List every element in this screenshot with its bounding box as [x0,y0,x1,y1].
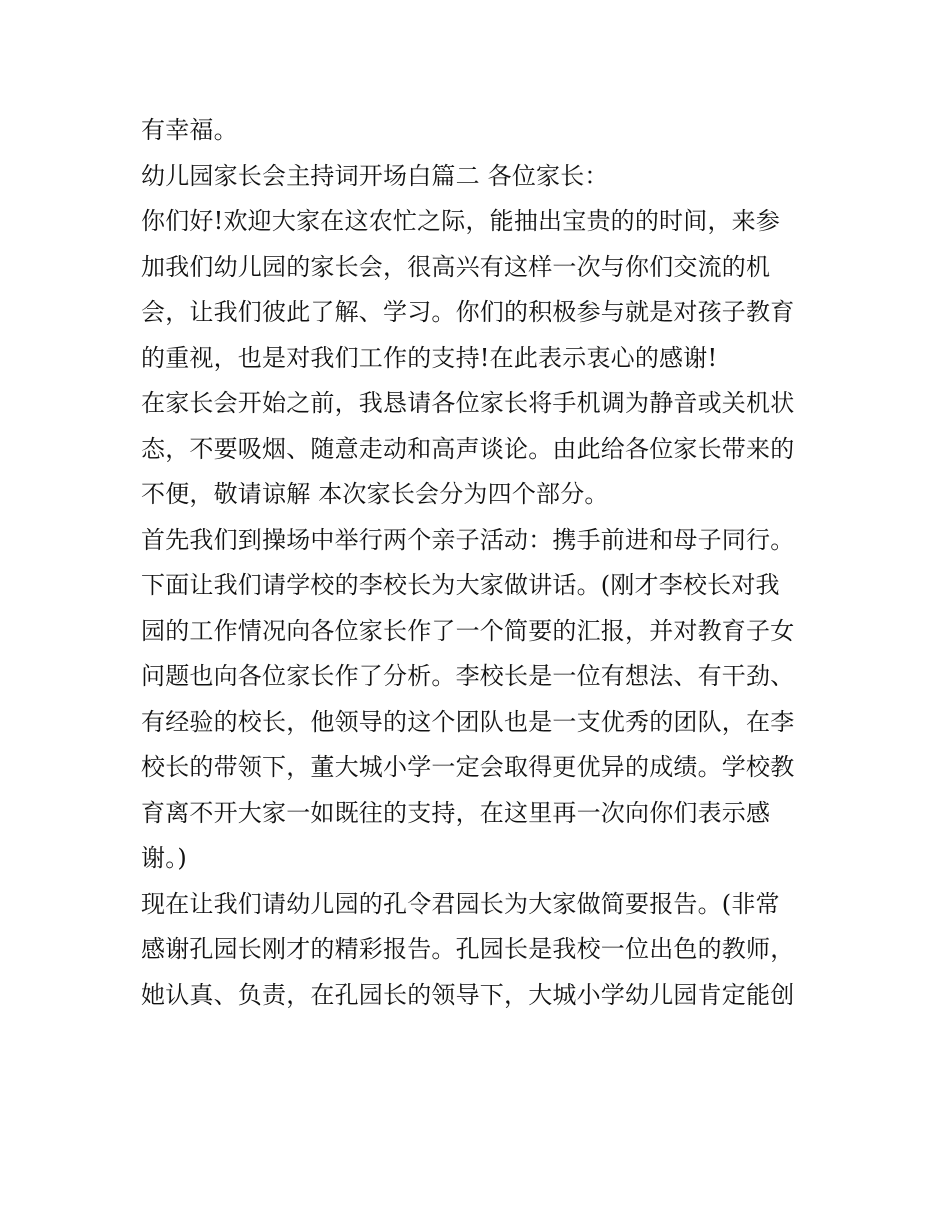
text-line: 育离不开大家一如既往的支持，在这里再一次向你们表示感 [141,798,771,827]
text-line: 问题也向各位家长作了分析。李校长是一位有想法、有干劲、 [141,662,795,690]
text-line: 有经验的校长，他领导的这个团队也是一支优秀的团队，在李 [141,707,795,736]
text-line: 校长的带领下，董大城小学一定会取得更优异的成绩。学校教 [141,753,795,781]
text-line: 谢。) [141,844,187,872]
body-text [141,108,821,1018]
text-line: 不便，敬请谅解 本次家长会分为四个部分。 [141,480,609,508]
text-line: 现在让我们请幼儿园的孔令君园长为大家做简要报告。(非常 [141,889,780,918]
text-line: 你们好!欢迎大家在这农忙之际，能抽出宝贵的的时间，来参 [141,207,781,235]
text-line: 她认真、负责，在孔园长的领导下，大城小学幼儿园肯定能创 [141,980,795,1009]
text-line: 下面让我们请学校的李校长为大家做讲话。(刚才李校长对我 [141,571,780,599]
text-line: 的重视，也是对我们工作的支持!在此表示衷心的感谢! [141,343,718,372]
text-line: 感谢孔园长刚才的精彩报告。孔园长是我校一位出色的教师， [141,935,795,963]
text-line: 加我们幼儿园的家长会，很高兴有这样一次与你们交流的机 [141,252,771,281]
text-line: 会，让我们彼此了解、学习。你们的积极参与就是对孩子教育 [141,298,795,326]
text-line: 有幸福。 [141,116,238,144]
text-line: 态，不要吸烟、随意走动和高声谈论。由此给各位家长带来的 [141,434,795,463]
text-line: 首先我们到操场中举行两个亲子活动：携手前进和母子同行。 [141,525,795,554]
text-line: 在家长会开始之前，我恳请各位家长将手机调为静音或关机状 [141,389,795,417]
section-heading-line: 幼儿园家长会主持词开场白篇二 各位家长： [141,161,609,190]
text-line: 园的工作情况向各位家长作了一个简要的汇报，并对教育子女 [141,616,795,645]
